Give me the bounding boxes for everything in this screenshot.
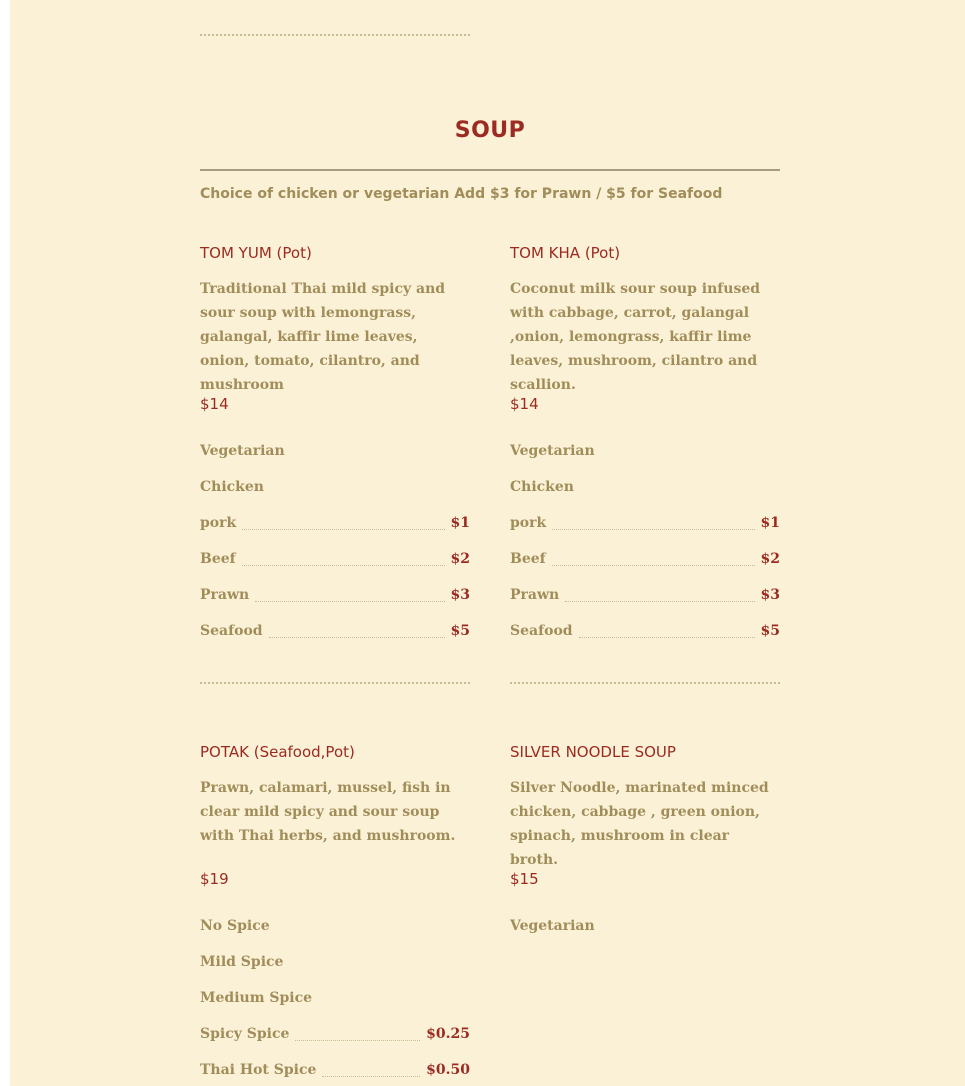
option-row (200, 1060, 470, 1086)
option-row (200, 621, 470, 657)
section-title-rule (200, 169, 780, 171)
item-options (200, 441, 470, 657)
option-label: Chicken (200, 479, 264, 495)
dot-leader (565, 585, 754, 602)
option-row (510, 916, 780, 952)
option-row (200, 916, 470, 952)
option-price: $3 (450, 587, 470, 603)
option-label: Chicken (510, 479, 574, 495)
option-label: Vegetarian (200, 443, 285, 459)
dot-leader (552, 549, 755, 566)
option-label: Vegetarian (510, 443, 595, 459)
option-row (200, 513, 470, 549)
option-price: $5 (760, 623, 780, 639)
item-price: $14 (200, 395, 229, 413)
option-row (200, 1024, 470, 1060)
option-label: Vegetarian (510, 918, 595, 934)
option-row (510, 441, 780, 477)
option-row (200, 952, 470, 988)
item-options (510, 441, 780, 657)
option-row (200, 988, 470, 1024)
option-label: pork (510, 515, 547, 531)
item-description: Silver Noodle, marinated minced chicken, cabbage , green onion, spinach, mushroom in clear broth. (510, 780, 769, 868)
item-options (510, 916, 780, 952)
menu-item-potak (200, 742, 470, 1086)
item-name: POTAK (Seafood,Pot) (200, 743, 355, 761)
dot-leader (552, 513, 754, 530)
option-label: pork (200, 515, 237, 531)
option-price: $1 (760, 515, 780, 531)
option-label: Seafood (200, 623, 263, 639)
item-name: SILVER NOODLE SOUP (510, 743, 676, 761)
item-name: TOM KHA (Pot) (510, 244, 621, 262)
menu-item-silver-noodle-soup (510, 742, 780, 1042)
section-note: Choice of chicken or vegetarian Add $3 for Prawn / $5 for Seafood (200, 186, 723, 202)
option-row (510, 621, 780, 657)
option-price: $1 (450, 515, 470, 531)
item-description: Traditional Thai mild spicy and sour soup with lemongrass, galangal, kaffir lime leaves, onion, tomato, cilantro, and mushroom (200, 281, 446, 393)
option-row (510, 585, 780, 621)
item-end-divider (200, 682, 470, 684)
item-price: $19 (200, 870, 229, 888)
option-price: $2 (450, 551, 470, 567)
option-label: Medium Spice (200, 990, 313, 1006)
menu-item-tom-kha (510, 243, 780, 693)
option-price: $2 (760, 551, 780, 567)
previous-item-option-leader (200, 0, 470, 2)
menu-page (10, 0, 965, 1086)
option-price: $3 (760, 587, 780, 603)
item-price: $14 (510, 395, 539, 413)
option-label: Prawn (200, 587, 250, 603)
item-name: TOM YUM (Pot) (200, 244, 312, 262)
section-title: SOUP (454, 118, 526, 143)
item-end-divider (510, 682, 780, 684)
option-price: $0.25 (426, 1026, 470, 1042)
option-price: $0.50 (426, 1062, 470, 1078)
option-row (510, 513, 780, 549)
dot-leader (322, 1060, 420, 1077)
option-row (200, 585, 470, 621)
item-description: Coconut milk sour soup infused with cabbage, carrot, galangal ,onion, lemongrass, kaffir lime leaves, mushroom, cilantro and scallion. (510, 281, 761, 393)
menu-item-tom-yum (200, 243, 470, 693)
item-options (200, 916, 470, 1086)
previous-item-end-divider (200, 34, 470, 44)
item-price: $15 (510, 870, 539, 888)
option-label: Beef (200, 551, 236, 567)
option-label: Thai Hot Spice (200, 1062, 317, 1078)
option-label: Prawn (510, 587, 560, 603)
option-price: $5 (450, 623, 470, 639)
option-row (510, 549, 780, 585)
option-row (200, 477, 470, 513)
dot-leader (255, 585, 444, 602)
dot-leader (579, 621, 755, 638)
dot-leader (295, 1024, 420, 1041)
option-label: No Spice (200, 918, 270, 934)
dot-leader (242, 513, 444, 530)
option-label: Spicy Spice (200, 1026, 290, 1042)
option-label: Beef (510, 551, 546, 567)
option-row (200, 441, 470, 477)
dot-leader (269, 621, 445, 638)
option-label: Mild Spice (200, 954, 284, 970)
dot-leader (242, 549, 445, 566)
item-description: Prawn, calamari, mussel, fish in clear mild spicy and sour soup with Thai herbs, and mushroom. (200, 780, 456, 844)
option-row (510, 477, 780, 513)
option-label: Seafood (510, 623, 573, 639)
option-row (200, 549, 470, 585)
